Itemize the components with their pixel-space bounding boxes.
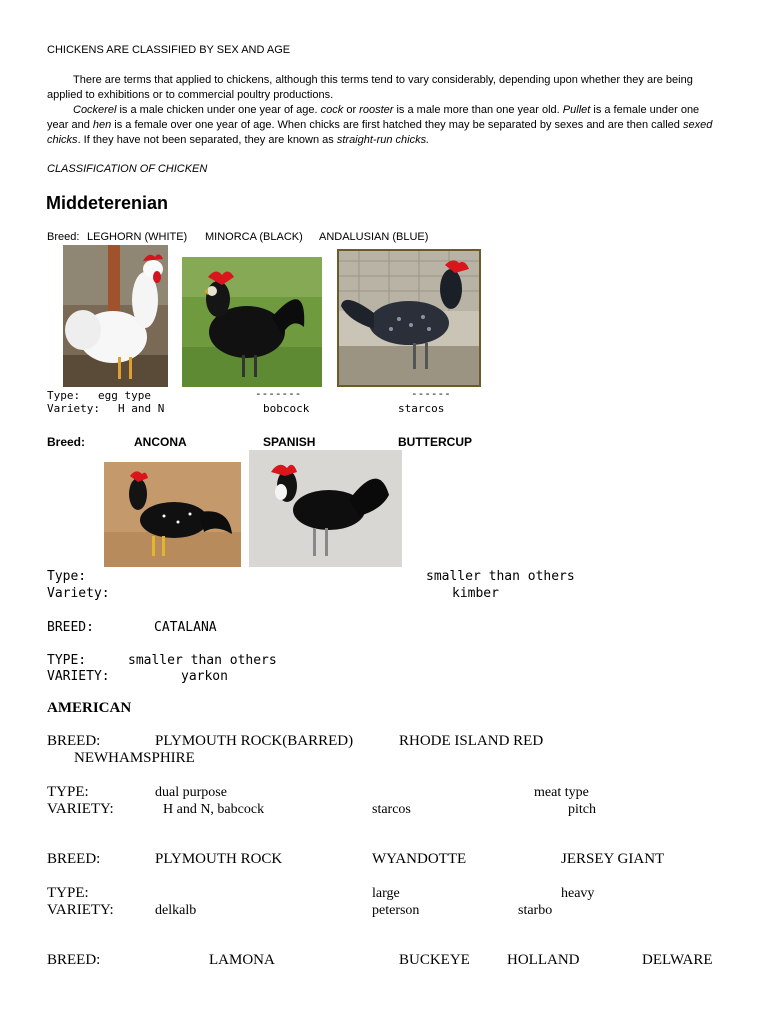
american-variety-label-1: VARIETY: — [47, 801, 114, 817]
breed-holland: HOLLAND — [507, 952, 580, 968]
breed-jersey-giant: JERSEY GIANT — [561, 851, 665, 867]
variety-leghorn: H and N — [118, 402, 165, 415]
breed-lamona: LAMONA — [209, 952, 275, 968]
breed-buckeye: BUCKEYE — [399, 952, 470, 968]
paragraph-text: is a male more than one year old. — [393, 104, 563, 116]
american-breed-label-2: BREED: — [47, 851, 101, 867]
variety-rhode-island-red: starcos — [372, 802, 411, 817]
breed-plymouth-barred: PLYMOUTH ROCK(BARRED) — [155, 733, 354, 749]
variety-andalusian: starcos — [398, 402, 445, 415]
breed-andalusian: ANDALUSIAN (BLUE) — [319, 231, 429, 243]
variety-plymouth-barred: H and N, babcock — [163, 802, 265, 817]
variety-jersey-giant: starbo — [518, 903, 553, 918]
type-newhampshire: meat type — [534, 785, 589, 800]
breed-rhode-island-red: RHODE ISLAND RED — [399, 733, 544, 749]
breed-spanish: SPANISH — [263, 435, 316, 449]
type-andalusian: ------ — [411, 387, 451, 400]
type-wyandotte: large — [372, 886, 400, 901]
document-heading: CHICKENS ARE CLASSIFIED BY SEX AND AGE — [47, 44, 291, 56]
paragraph-text: or — [343, 104, 360, 116]
italic-term: Cockerel — [73, 104, 117, 116]
american-title: AMERICAN — [47, 700, 132, 716]
type-buttercup: smaller than others — [426, 569, 575, 584]
ancona-photo — [104, 462, 241, 567]
italic-term: rooster — [359, 104, 394, 116]
variety-minorca: bobcock — [263, 402, 310, 415]
breed-buttercup: BUTTERCUP — [398, 435, 472, 449]
variety-label: Variety: — [47, 402, 100, 415]
intro-paragraph-2 — [47, 103, 719, 148]
classification-label: CLASSIFICATION OF CHICKEN — [47, 163, 208, 175]
breed-minorca: MINORCA (BLACK) — [205, 231, 303, 243]
leghorn-photo — [63, 245, 168, 387]
italic-term: straight-run chicks. — [336, 134, 430, 146]
american-variety-label-2: VARIETY: — [47, 902, 114, 918]
type-label-2: Type: — [47, 569, 87, 584]
intro-paragraph-1: There are terms that applied to chickens, although this terms tend to vary considerably, depending upon whether they are being applied to exhibitions or to commercial poultry productions. — [47, 74, 693, 101]
variety-label-2: Variety: — [47, 586, 110, 601]
andalusian-photo — [337, 249, 481, 387]
breed-delware: DELWARE — [642, 952, 713, 968]
catalana-breed-label: BREED: — [47, 620, 94, 635]
variety-buttercup: kimber — [452, 586, 499, 601]
type-catalana: smaller than others — [128, 653, 277, 668]
american-breed-label-3: BREED: — [47, 952, 101, 968]
variety-newhampshire: pitch — [568, 802, 596, 817]
italic-term: sexed chicks — [47, 119, 713, 146]
catalana-type-label: TYPE: — [47, 653, 87, 668]
breed-wyandotte: WYANDOTTE — [372, 851, 467, 867]
variety-wyandotte: peterson — [372, 903, 420, 918]
breed-ancona: ANCONA — [134, 435, 187, 449]
paragraph-text: is a female under one year and — [47, 104, 700, 131]
american-type-label-2: TYPE: — [47, 885, 89, 901]
breed-newhampshire: NEWHAMSPHIRE — [74, 750, 195, 766]
type-leghorn: egg type — [98, 389, 151, 402]
type-label: Type: — [47, 389, 81, 402]
mediterranean-title: Middeterenian — [46, 193, 169, 213]
american-type-label-1: TYPE: — [47, 784, 89, 800]
american-breed-label-1: BREED: — [47, 733, 101, 749]
breed-catalana: CATALANA — [154, 620, 217, 635]
paragraph-text: is a female over one year of age. When chicks are first hatched they may be separated by sexes and are then called — [111, 119, 683, 131]
italic-term: cock — [320, 104, 344, 116]
variety-catalana: yarkon — [181, 669, 228, 684]
italic-term: Pullet — [562, 104, 591, 116]
breed-label-2: Breed: — [47, 435, 86, 449]
type-minorca: ------- — [255, 387, 302, 400]
paragraph-text: . If they have not been separated, they are known as — [77, 134, 337, 146]
spanish-photo — [249, 450, 402, 567]
italic-term: hen — [92, 119, 112, 131]
type-jersey-giant: heavy — [561, 886, 595, 901]
breed-leghorn: LEGHORN (WHITE) — [87, 231, 188, 243]
paragraph-text: is a male chicken under one year of age. — [116, 104, 321, 116]
breed-label: Breed: — [47, 231, 80, 243]
catalana-variety-label: VARIETY: — [47, 669, 110, 684]
type-plymouth-barred: dual purpose — [155, 785, 227, 800]
breed-plymouth-rock: PLYMOUTH ROCK — [155, 851, 283, 867]
variety-plymouth-rock: delkalb — [155, 903, 197, 918]
minorca-photo — [182, 257, 322, 387]
